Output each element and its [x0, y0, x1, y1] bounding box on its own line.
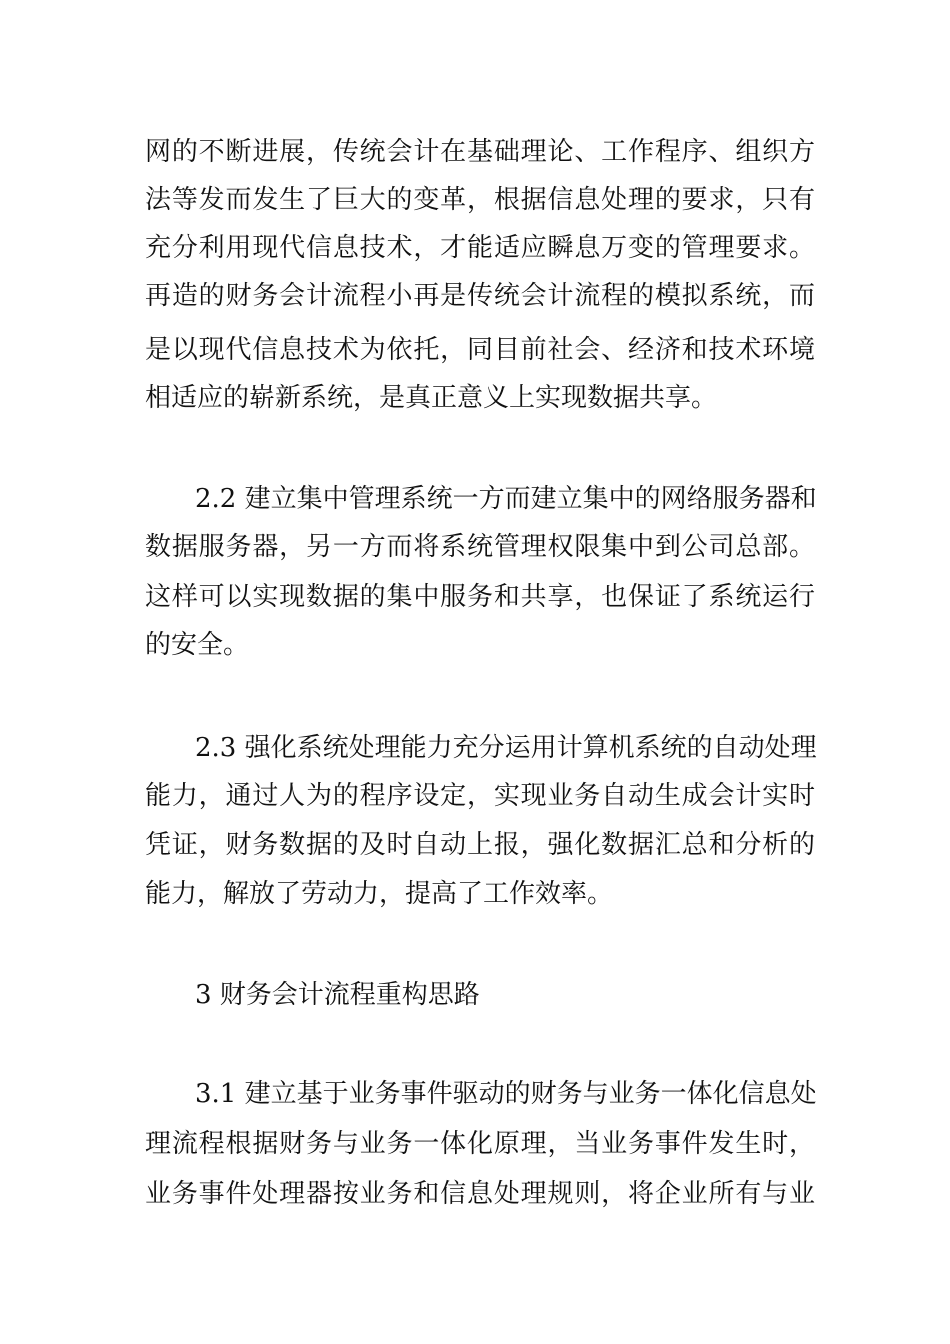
- section-heading-line: 2.3 强化系统处理能力充分运用计算机系统的自动处理: [195, 733, 817, 763]
- text-line: 业务事件处理器按业务和信息处理规则，将企业所有与业: [145, 1179, 815, 1209]
- text-line: 网的不断进展，传统会计在基础理论、工作程序、组织方: [145, 137, 815, 167]
- text-line: 数据服务器，另一方而将系统管理权限集中到公司总部。: [145, 532, 815, 562]
- text-line: 能力，通过人为的程序设定，实现业务自动生成会计实时: [145, 781, 815, 811]
- text-line: 能力，解放了劳动力，提高了工作效率。: [145, 879, 614, 909]
- text-line: 凭证，财务数据的及时自动上报，强化数据汇总和分析的: [145, 830, 815, 860]
- text-line: 充分利用现代信息技术，才能适应瞬息万变的管理要求。: [145, 233, 815, 263]
- section-heading: 3 财务会计流程重构思路: [195, 980, 480, 1010]
- text-line: 这样可以实现数据的集中服务和共享，也保证了系统运行: [145, 582, 815, 612]
- text-line: 理流程根据财务与业务一体化原理，当业务事件发生时，: [145, 1129, 815, 1159]
- section-heading-line: 3.1 建立基于业务事件驱动的财务与业务一体化信息处: [195, 1079, 817, 1109]
- text-line: 的安全。: [145, 630, 250, 660]
- text-line: 相适应的崭新系统，是真正意义上实现数据共享。: [145, 383, 718, 413]
- section-heading-line: 2.2 建立集中管理系统一方而建立集中的网络服务器和: [195, 484, 817, 514]
- text-line: 法等发而发生了巨大的变革，根据信息处理的要求，只有: [145, 185, 815, 215]
- text-line: 再造的财务会计流程小再是传统会计流程的模拟系统，而: [145, 281, 815, 311]
- text-line: 是以现代信息技术为依托，同目前社会、经济和技术环境: [145, 335, 815, 365]
